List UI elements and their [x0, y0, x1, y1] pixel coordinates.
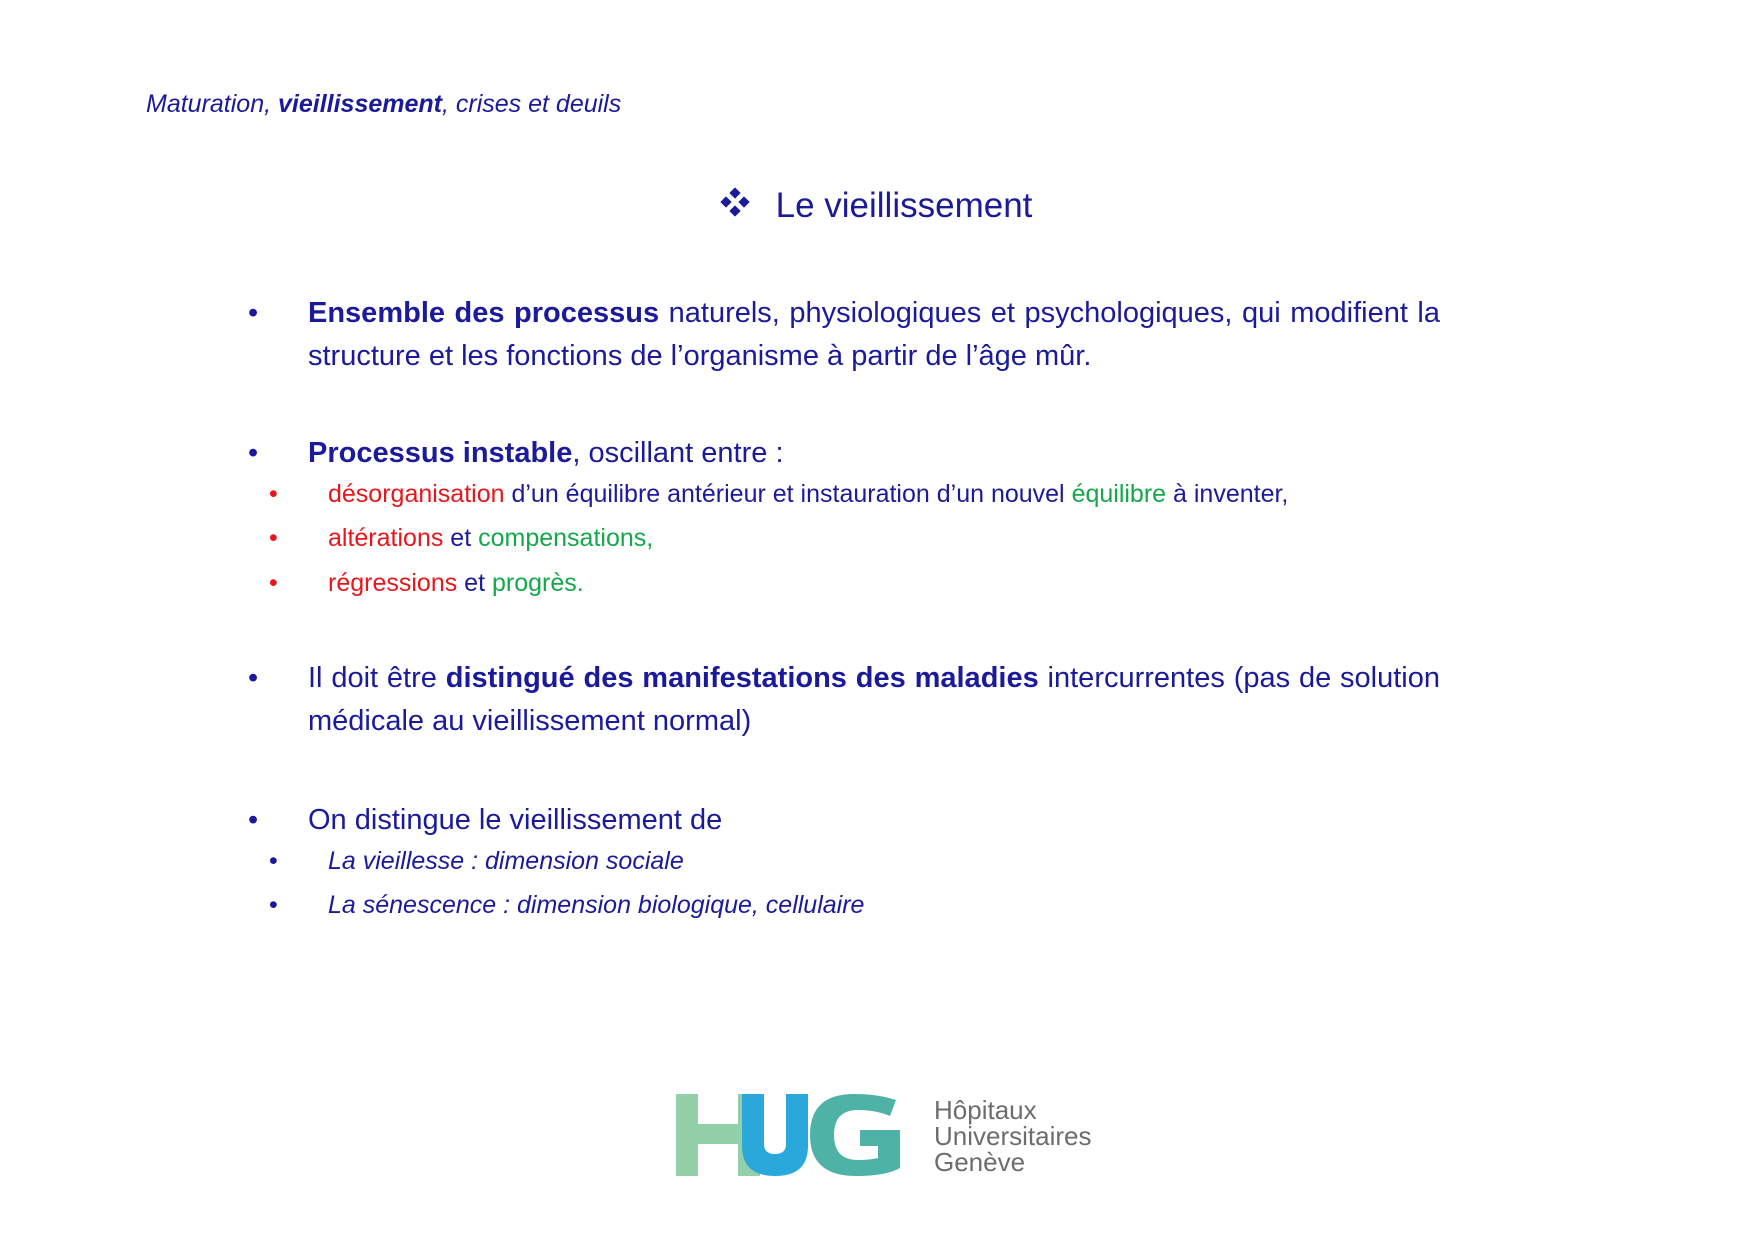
- bullet-1-text: naturels, physiologiques et psychologiques, qui modifient la structure et les fonctions de l’organisme à partir de l’âge mûr.: [308, 297, 1440, 372]
- sub-2-2-text: et: [443, 524, 479, 552]
- bullet-dot: •: [248, 297, 259, 329]
- sub-2-1-end: à inventer,: [1166, 480, 1289, 508]
- sub-bullet-dot: •: [269, 480, 278, 508]
- sub-2-3-green: progrès.: [491, 569, 584, 597]
- sub-2-1-red: désorganisation: [328, 480, 505, 508]
- bullet-3-pre: Il doit être: [308, 662, 446, 694]
- bullet-dot: •: [248, 804, 259, 836]
- sub-2-2-green: compensations,: [478, 524, 654, 552]
- sub-bullet-4-1: [188, 842, 1440, 880]
- bullet-1: [248, 292, 1440, 378]
- slide-body: [248, 292, 1440, 924]
- bullet-4-text: On distingue le vieillissement de: [308, 804, 723, 836]
- bullet-2: [248, 432, 1440, 475]
- sub-bullet-dot: •: [269, 524, 278, 552]
- slide-header: [146, 90, 621, 119]
- header-part-2: vieillissement: [278, 90, 442, 118]
- sub-4-2-text: La sénescence : dimension biologique, cellulaire: [328, 891, 865, 919]
- sub-bullet-4-2: [188, 886, 1440, 924]
- sub-2-1-green: équilibre: [1071, 480, 1167, 508]
- logo-line-3: Genève: [934, 1147, 1026, 1177]
- bullet-3: [248, 657, 1440, 743]
- header-part-1: Maturation,: [146, 90, 272, 118]
- bullet-dot: •: [248, 437, 259, 469]
- bullet-3-text: intercurrentes (pas de solution médicale au vieillissement normal): [308, 662, 1440, 737]
- sub-2-2-red: altérations: [328, 524, 444, 552]
- bullet-dot: •: [248, 662, 259, 694]
- header-part-3: , crises et deuils: [442, 90, 622, 118]
- bullet-2-text: , oscillant entre :: [572, 437, 784, 469]
- bullet-1-bold: Ensemble des processus: [308, 297, 660, 329]
- sub-bullet-2-1: [188, 475, 1440, 513]
- slide-title: [0, 186, 1754, 226]
- bullet-4: [248, 799, 1440, 842]
- sub-2-3-text: et: [457, 569, 492, 597]
- sub-4-1-text: La vieillesse : dimension sociale: [328, 847, 684, 875]
- sub-2-3-red: régressions: [328, 569, 458, 597]
- logo-line-1: Hôpitaux: [934, 1095, 1037, 1125]
- sub-bullet-2-2: [188, 519, 1440, 557]
- bullet-2-bold: Processus instable: [308, 437, 573, 469]
- bullet-3-bold: distingué des manifestations des maladies: [445, 662, 1039, 694]
- title-text: Le vieillissement: [775, 186, 1033, 225]
- sub-bullet-dot: •: [269, 847, 278, 875]
- sub-2-1-text: d’un équilibre antérieur et instauration d’un nouvel: [504, 480, 1072, 508]
- logo-line-2: Universitaires: [934, 1121, 1092, 1151]
- sub-bullet-dot: •: [269, 891, 278, 919]
- diamond-bullet-icon: [722, 189, 748, 215]
- sub-bullet-2-3: [188, 564, 1440, 602]
- sub-bullet-dot: •: [269, 569, 278, 597]
- hug-logo-text: [934, 1097, 1092, 1175]
